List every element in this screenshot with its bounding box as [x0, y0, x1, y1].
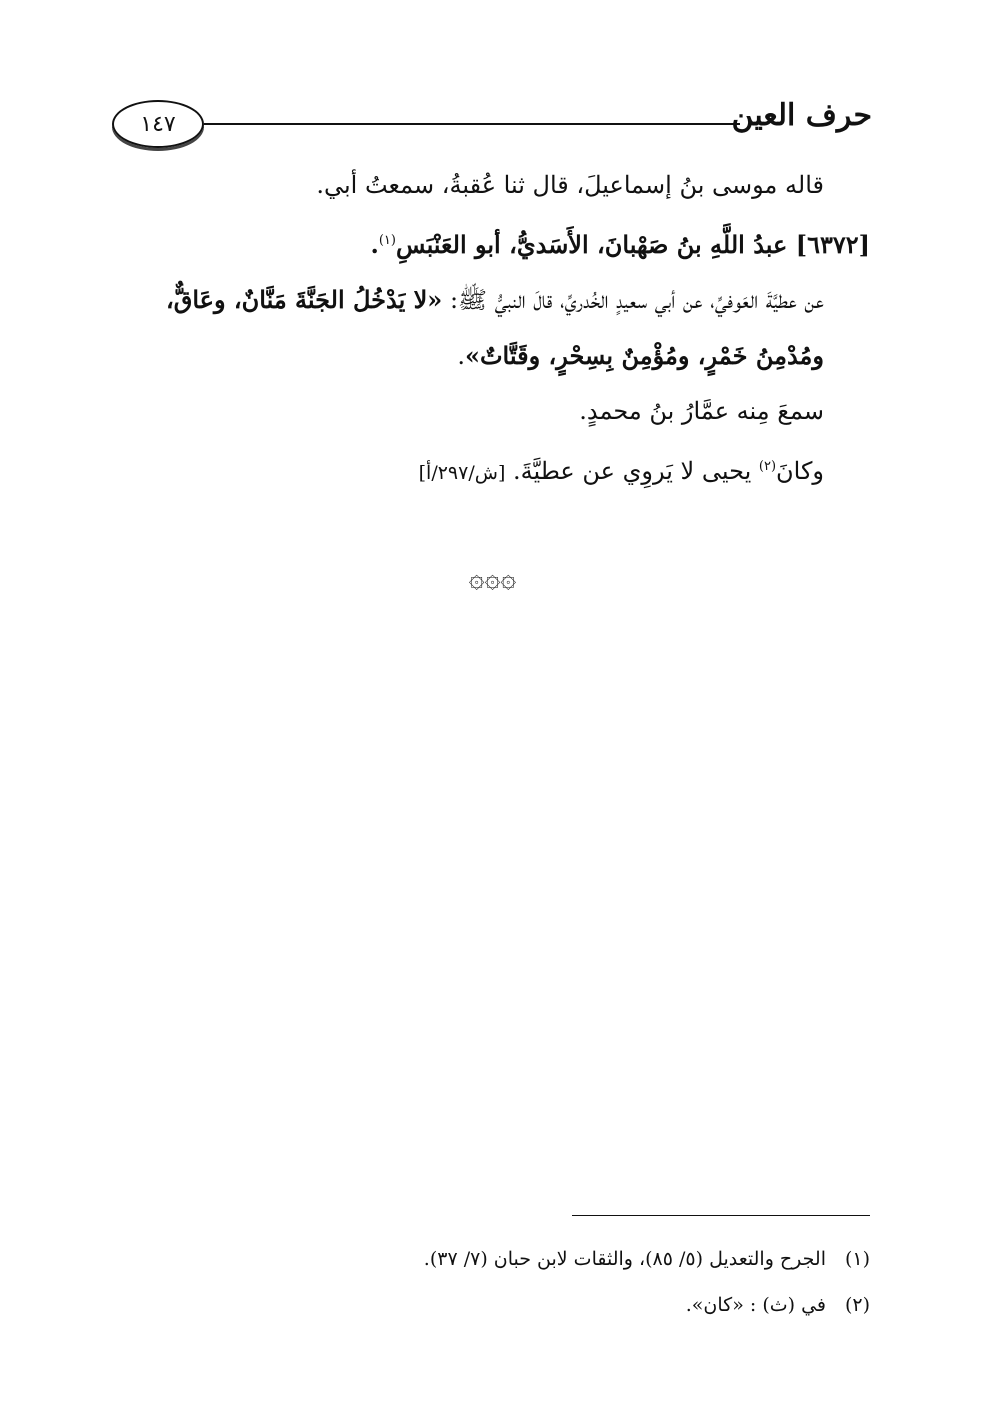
manuscript-ref: [ش/٢٩٧/أ]: [418, 462, 506, 484]
chapter-title: حرف العين: [731, 98, 872, 133]
footnote-ref-2: (٢): [758, 459, 777, 474]
footnote-1-number: (١): [844, 1248, 870, 1270]
page-header: [112, 96, 872, 152]
hadith-text: «لا يَدْخُلُ الجَنَّةَ مَنَّانٌ، وعَاقٌّ، ومُدْمِنُ خَمْرٍ، ومُؤْمِنٌ بِسِحْرٍ، وقَتَّاتٌ»: [165, 285, 824, 370]
header-rule: [204, 123, 740, 125]
footnote-1-text: الجرح والتعديل (٥/ ٨٥)، والثقات لابن حبان (٧/ ٣٧).: [423, 1248, 826, 1270]
entry-number: [٦٣٧٢]: [795, 230, 870, 259]
footnote-separator: [572, 1215, 870, 1216]
kana-pre: وكانَ: [776, 457, 824, 485]
entry-end: .: [370, 230, 379, 259]
footnote-1: [122, 1236, 870, 1282]
entry-title: عبدُ اللَّهِ بنُ صَهْبانَ، الأَسَديُّ، أبو العَنْبَسِ: [395, 230, 788, 259]
page-number-badge: ١٤٧: [112, 100, 204, 148]
text-line-kana: [122, 439, 870, 501]
text-line-heard: سمعَ مِنه عمَّارُ بنُ محمدٍ.: [579, 397, 824, 425]
section-ornament-icon: ۞۞۞: [468, 563, 517, 594]
hadith-intro: عن عطيَّةَ العَوفيِّ، عن أبي سعيدٍ الخُدريِّ، قالَ النبيُّ ﷺ:: [449, 286, 824, 314]
main-text: [122, 158, 870, 501]
hadith-paragraph: [122, 272, 870, 384]
hadith-end: .: [457, 342, 465, 370]
entry-heading: [122, 213, 870, 272]
kana-post: يحيى لا يَروِي عن عطيَّةَ.: [513, 457, 752, 485]
text-line-said-by: قاله موسى بنُ إسماعيلَ، قال ثنا عُقبةُ، سمعتُ أبي.: [316, 171, 824, 199]
footnote-ref-1: (١): [378, 233, 396, 248]
footnote-2-number: (٢): [844, 1294, 870, 1316]
footnote-2: [122, 1282, 870, 1328]
footnotes: [122, 1236, 870, 1328]
footnote-2-text: في (ث) : «كان».: [685, 1294, 826, 1316]
